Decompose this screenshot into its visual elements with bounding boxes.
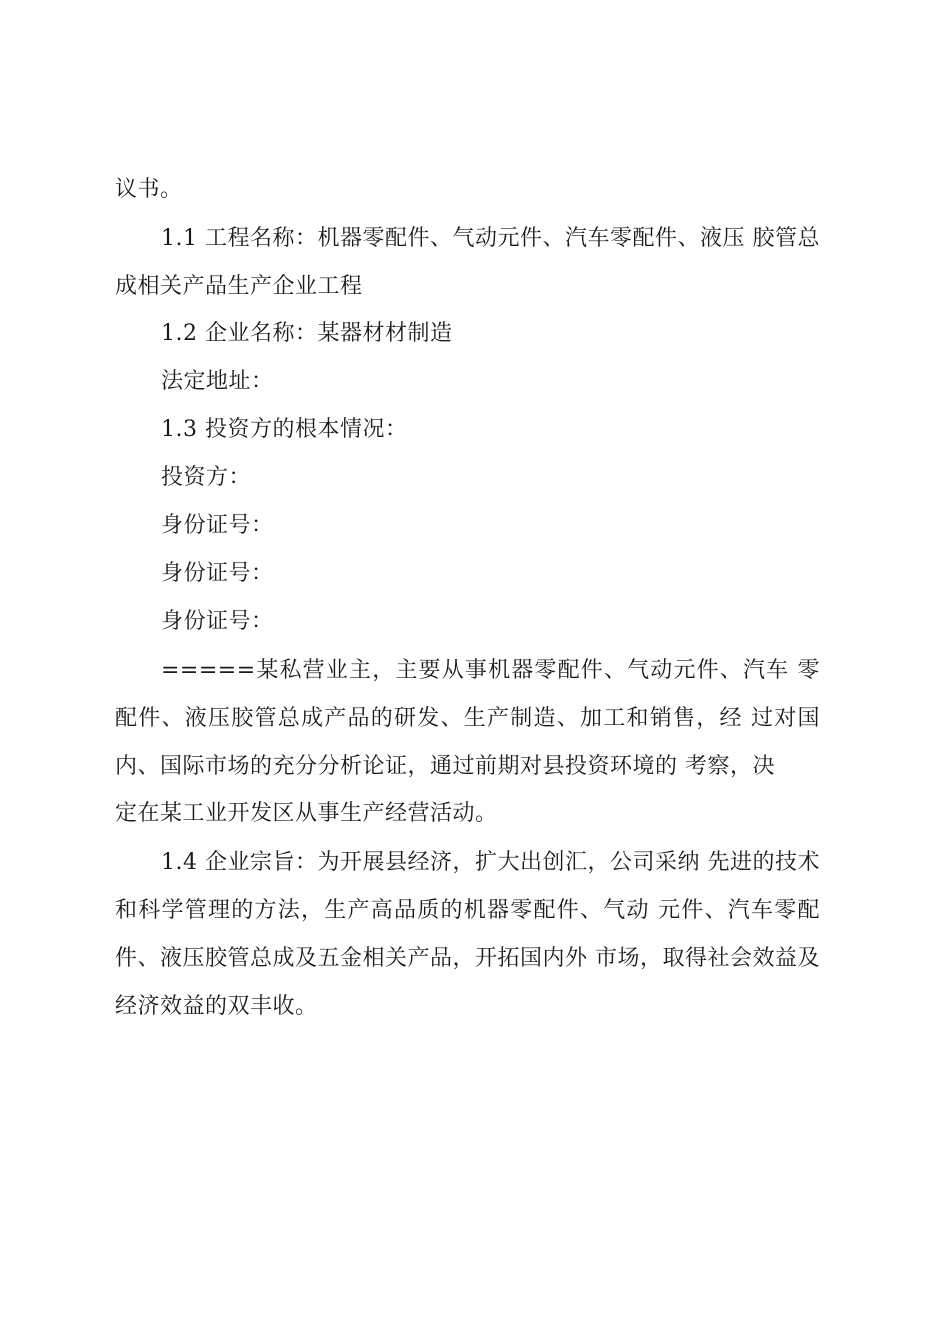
paragraph-project-name: 1.1 工程名称：机器零配件、气动元件、汽车零配件、液压 胶管总成相关产品生产企业工程 bbox=[115, 226, 820, 299]
text-line-decision: 定在某工业开发区从事生产经营活动。 bbox=[115, 801, 498, 826]
text-line-legal-address: 法定地址： bbox=[161, 369, 274, 394]
text-line-id-number-2: 身份证号： bbox=[161, 561, 274, 586]
paragraph-enterprise-purpose: 1.4 企业宗旨：为开展县经济，扩大出创汇，公司采纳 先进的技术和科学管理的方法，生产高品质的机器零配件、气动 元件、汽车零配件、液压胶管总成及五金相关产品，开拓国内外 市场，取得社会效益及经济效益的双丰收。 bbox=[115, 850, 820, 1019]
text-line-company-name: 1.2 企业名称：某器材材制造 bbox=[161, 321, 453, 346]
text-line-id-number-1: 身份证号： bbox=[161, 513, 274, 538]
text-line-investor-basics: 1.3 投资方的根本情况： bbox=[161, 417, 408, 442]
text-line-investor: 投资方： bbox=[161, 465, 252, 490]
text-line-id-number-3: 身份证号： bbox=[161, 609, 274, 634]
text-line-intro: 议书。 bbox=[115, 177, 183, 202]
paragraph-business-overview: =====某私营业主，主要从事机器零配件、气动元件、汽车 零配件、液压胶管总成产品的研发、生产制造、加工和销售，经 过对国内、国际市场的充分分析论证，通过前期对县投资环境的 考察，决 bbox=[115, 658, 820, 779]
